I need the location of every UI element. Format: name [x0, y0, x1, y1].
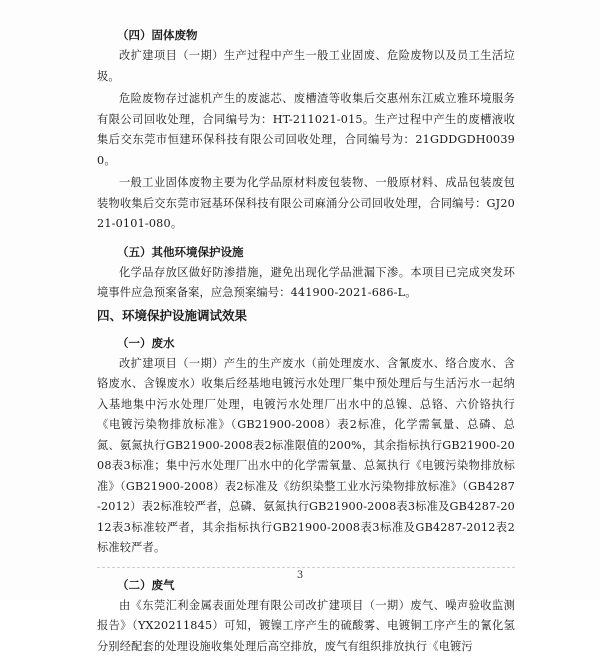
section-heading-other-facilities: （五）其他环境保护设施 [117, 243, 515, 261]
solid-waste-paragraph-3: 一般工业固体废物主要为化学品原材料废包装物、一般原材料、成品包装废包装物收集后交东莞市冠基环保科技有限公司麻涌分公司回收处理，合同编号：GJ2021-0101-080。 [97, 173, 515, 235]
page-number: 3 [0, 570, 600, 581]
section-heading-wastewater: （一）废水 [117, 334, 515, 352]
section-heading-debug-results: 四、环境保护设施调试效果 [97, 306, 515, 326]
divider [97, 567, 515, 568]
solid-waste-paragraph-1: 改扩建项目（一期）生产过程中产生一般工业固废、危险废物以及员工生活垃圾。 [97, 46, 515, 87]
page-content [97, 26, 515, 657]
wastewater-paragraph: 改扩建项目（一期）产生的生产废水（前处理废水、含氰废水、络合废水、含铬废水、含镍废水）收集后经基地电镀污水处理厂集中预处理后与生活污水一起纳入基地集中污水处理厂处理，电镀污水处理厂出水中的总镍、总铬、六价铬执行《电镀污染物排放标准》（GB21900-2008）表2标准，化学需氧量、总磷、总氮、氨氮执行GB21900-2008表2标准限值的200%，其余指标执行GB21900-2008表3标准；集中污水处理厂出水中的化学需氧量、总氮执行《电镀污染物排放标准》（GB21900-2008）表2标准及《纺织染整工业水污染物排放标准》（GB4287-2012）表2标准较严者，总磷、氨氮执行GB21900-2008表3标准及GB4287-2012表3标准较严者，其余指标执行GB21900-2008表3标准及GB4287-2012表2标准较严者。 [97, 354, 515, 559]
exhaust-paragraph: 由《东莞汇利金属表面处理有限公司改扩建项目（一期）废气、噪声验收监测报告》（YX20211845）可知，镀镍工序产生的硫酸雾、电镀铜工序产生的氰化氢分别经配套的处理设施收集处理后高空排放，废气有组织排放执行《电镀污 [97, 596, 515, 657]
solid-waste-paragraph-2: 危险废物存过滤机产生的废滤芯、废槽渣等收集后交惠州东江威立雅环境服务有限公司回收处理，合同编号为：HT-211021-015。生产过程中产生的废槽液收集后交东莞市恒建环保科技有限公司回收处理，合同编号为：21GDDGDH00390。 [97, 89, 515, 171]
section-heading-exhaust: （二）废气 [117, 576, 515, 594]
section-heading-solid-waste: （四）固体废物 [117, 26, 515, 44]
other-facilities-paragraph: 化学品存放区做好防渗措施，避免出现化学品泄漏下渗。本项目已完成突发环境事件应急预案备案，应急预案编号：441900-2021-686-L。 [97, 263, 515, 304]
